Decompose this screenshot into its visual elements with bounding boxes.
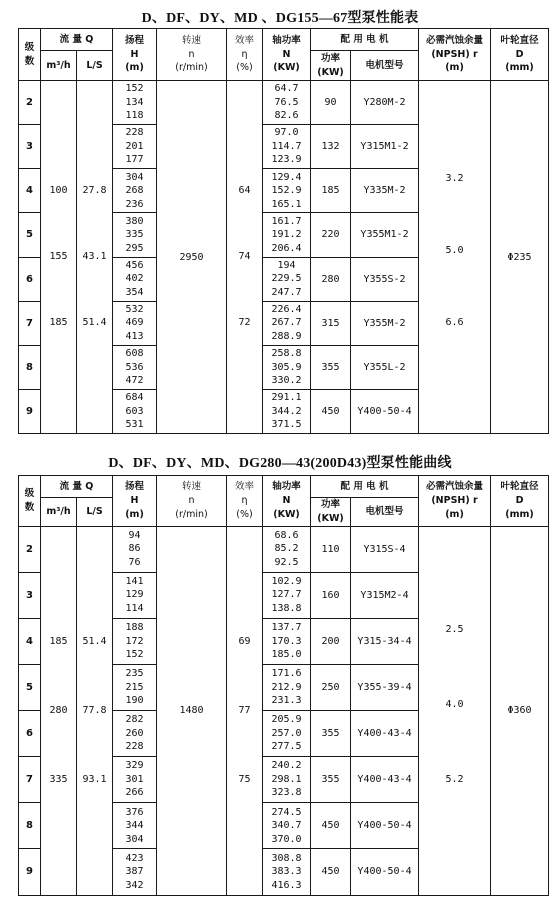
head-cell-value: 190 bbox=[125, 695, 144, 707]
flow-m3h-column bbox=[41, 526, 77, 895]
motor-model-cell: Y400-43-4 bbox=[351, 757, 419, 803]
performance-table-1 bbox=[18, 28, 549, 434]
motor-model-cell: Y355M-2 bbox=[351, 301, 419, 345]
flow-unit-m3h: m³/h bbox=[41, 498, 77, 527]
motor-model-cell: Y315-34-4 bbox=[351, 618, 419, 664]
npsh-column bbox=[419, 81, 491, 434]
head-cell-value: 94 bbox=[128, 529, 141, 541]
stage-header: 级 数 bbox=[19, 29, 41, 81]
head-header: 扬程 H (m) bbox=[113, 29, 157, 81]
shaft-power-cell bbox=[263, 757, 311, 803]
motor-header: 配 用 电 机 bbox=[311, 476, 419, 498]
head-cell-value: 329 bbox=[125, 760, 144, 772]
npsh-value: 2.5 bbox=[445, 623, 464, 635]
head-cell-values bbox=[113, 621, 156, 662]
stage-cell: 5 bbox=[19, 213, 41, 257]
head-cell-value: 172 bbox=[125, 635, 144, 647]
shaft-power-cell-value: 138.8 bbox=[271, 602, 302, 614]
head-cell-values bbox=[113, 215, 156, 256]
shaft-power-cell-value: 257.0 bbox=[271, 727, 302, 739]
head-cell-value: 152 bbox=[125, 83, 144, 95]
motor-model-cell: Y315M1-2 bbox=[351, 125, 419, 169]
head-cell-value: 282 bbox=[125, 714, 144, 726]
head-cell-value: 423 bbox=[125, 852, 144, 864]
shaft-power-cell-value: 344.2 bbox=[271, 405, 302, 417]
shaft-power-cell-value: 305.9 bbox=[271, 361, 302, 373]
npsh-value: 3.2 bbox=[445, 173, 464, 184]
motor-model-cell: Y400-50-4 bbox=[351, 849, 419, 895]
shaft-power-cell-value: 137.7 bbox=[271, 622, 302, 634]
head-cell bbox=[113, 757, 157, 803]
motor-power-cell: 450 bbox=[311, 389, 351, 433]
efficiency-column bbox=[227, 81, 263, 434]
npsh-value: 4.0 bbox=[445, 698, 464, 710]
head-cell-value: 118 bbox=[125, 110, 144, 122]
flow-header: 流 量 Q bbox=[41, 476, 113, 498]
head-cell bbox=[113, 389, 157, 433]
shaft-power-cell-value: 161.7 bbox=[271, 215, 302, 227]
head-cell-value: 536 bbox=[125, 361, 144, 373]
head-cell-value: 268 bbox=[125, 185, 144, 197]
flow-unit-m3h: m³/h bbox=[41, 51, 77, 81]
head-header: 扬程 H (m) bbox=[113, 476, 157, 527]
shaft-power-cell-values bbox=[263, 126, 310, 167]
shaft-power-cell-value: 229.5 bbox=[271, 273, 302, 285]
motor-power-header: 功率 (KW) bbox=[311, 51, 351, 81]
efficiency-header: 效率 η (%) bbox=[227, 29, 263, 81]
npsh-column-values bbox=[419, 527, 490, 895]
flow-m3h-column bbox=[41, 81, 77, 434]
motor-power-cell: 355 bbox=[311, 757, 351, 803]
shaft-power-cell-value: 170.3 bbox=[271, 635, 302, 647]
head-cell bbox=[113, 169, 157, 213]
impeller-diameter-cell: Φ235 bbox=[491, 81, 549, 434]
head-cell bbox=[113, 81, 157, 125]
head-cell bbox=[113, 711, 157, 757]
shaft-power-cell-values bbox=[263, 391, 310, 432]
head-cell-value: 608 bbox=[125, 348, 144, 360]
flow-unit-ls: L/S bbox=[77, 51, 113, 81]
head-cell-values bbox=[113, 852, 156, 893]
motor-model-cell: Y355L-2 bbox=[351, 345, 419, 389]
motor-header: 配 用 电 机 bbox=[311, 29, 419, 51]
head-cell-value: 413 bbox=[125, 330, 144, 342]
stage-cell: 3 bbox=[19, 125, 41, 169]
shaft-power-cell-value: 68.6 bbox=[274, 529, 299, 541]
flow-ls-value: 27.8 bbox=[82, 185, 107, 196]
flow-ls-column bbox=[77, 81, 113, 434]
motor-model-cell: Y315M2-4 bbox=[351, 572, 419, 618]
motor-power-cell: 90 bbox=[311, 81, 351, 125]
impeller-diameter-header: 叶轮直径 D (mm) bbox=[491, 29, 549, 81]
header-row bbox=[19, 476, 549, 498]
head-cell bbox=[113, 213, 157, 257]
head-cell bbox=[113, 849, 157, 895]
head-cell bbox=[113, 301, 157, 345]
shaft-power-cell-value: 152.9 bbox=[271, 185, 302, 197]
flow-m3h-value: 185 bbox=[49, 317, 68, 328]
shaft-power-cell bbox=[263, 572, 311, 618]
shaft-power-cell-value: 370.0 bbox=[271, 833, 302, 845]
flow-m3h-value: 335 bbox=[49, 773, 68, 785]
npsh-value: 5.0 bbox=[445, 245, 464, 256]
head-cell-values bbox=[113, 347, 156, 388]
shaft-power-cell bbox=[263, 711, 311, 757]
motor-model-cell: Y400-43-4 bbox=[351, 711, 419, 757]
head-cell-value: 114 bbox=[125, 602, 144, 614]
head-cell-values bbox=[113, 806, 156, 847]
shaft-power-cell-values bbox=[263, 171, 310, 212]
flow-m3h-value: 280 bbox=[49, 704, 68, 716]
efficiency-value: 72 bbox=[238, 317, 251, 328]
shaft-power-cell-value: 308.8 bbox=[271, 852, 302, 864]
head-cell-value: 354 bbox=[125, 286, 144, 298]
flow-ls-column-values bbox=[77, 527, 112, 895]
flow-ls-column-values bbox=[77, 81, 112, 433]
motor-power-cell: 160 bbox=[311, 572, 351, 618]
head-cell-value: 228 bbox=[125, 741, 144, 753]
flow-m3h-column-values bbox=[41, 527, 76, 895]
shaft-power-header: 轴功率 N (KW) bbox=[263, 29, 311, 81]
head-cell-value: 684 bbox=[125, 392, 144, 404]
shaft-power-cell-value: 85.2 bbox=[274, 543, 299, 555]
table-row bbox=[19, 526, 549, 572]
stage-cell: 7 bbox=[19, 301, 41, 345]
shaft-power-cell-value: 383.3 bbox=[271, 866, 302, 878]
head-cell bbox=[113, 664, 157, 710]
shaft-power-cell-values bbox=[263, 621, 310, 662]
motor-model-cell: Y355-39-4 bbox=[351, 664, 419, 710]
shaft-power-cell-value: 194 bbox=[277, 259, 296, 271]
shaft-power-cell bbox=[263, 345, 311, 389]
head-cell-value: 342 bbox=[125, 879, 144, 891]
head-cell-value: 472 bbox=[125, 375, 144, 387]
shaft-power-cell-values bbox=[263, 347, 310, 388]
head-cell-value: 456 bbox=[125, 259, 144, 271]
efficiency-value: 64 bbox=[238, 185, 251, 196]
head-cell-values bbox=[113, 82, 156, 123]
motor-model-cell: Y355S-2 bbox=[351, 257, 419, 301]
flow-ls-value: 51.4 bbox=[82, 635, 107, 647]
head-cell-value: 295 bbox=[125, 242, 144, 254]
shaft-power-cell-value: 274.5 bbox=[271, 806, 302, 818]
shaft-power-cell-values bbox=[263, 259, 310, 300]
npsh-value: 6.6 bbox=[445, 317, 464, 328]
flow-m3h-value: 185 bbox=[49, 635, 68, 647]
motor-model-cell: Y400-50-4 bbox=[351, 803, 419, 849]
shaft-power-cell bbox=[263, 169, 311, 213]
head-cell bbox=[113, 803, 157, 849]
stage-cell: 7 bbox=[19, 757, 41, 803]
npsh-column-values bbox=[419, 81, 490, 433]
stage-header: 级 数 bbox=[19, 476, 41, 527]
shaft-power-cell-values bbox=[263, 575, 310, 616]
motor-model-cell: Y280M-2 bbox=[351, 81, 419, 125]
shaft-power-cell-value: 171.6 bbox=[271, 668, 302, 680]
head-cell-value: 335 bbox=[125, 229, 144, 241]
shaft-power-cell-value: 205.9 bbox=[271, 714, 302, 726]
stage-cell: 5 bbox=[19, 664, 41, 710]
head-cell-value: 301 bbox=[125, 773, 144, 785]
head-cell-value: 188 bbox=[125, 622, 144, 634]
flow-ls-value: 77.8 bbox=[82, 704, 107, 716]
header-row bbox=[19, 29, 549, 51]
head-cell bbox=[113, 125, 157, 169]
motor-power-cell: 355 bbox=[311, 711, 351, 757]
shaft-power-cell-value: 330.2 bbox=[271, 375, 302, 387]
shaft-power-cell-value: 240.2 bbox=[271, 760, 302, 772]
shaft-power-cell-value: 129.4 bbox=[271, 171, 302, 183]
motor-power-cell: 280 bbox=[311, 257, 351, 301]
head-cell-value: 236 bbox=[125, 198, 144, 210]
impeller-diameter-header: 叶轮直径 D (mm) bbox=[491, 476, 549, 527]
npsh-value: 5.2 bbox=[445, 773, 464, 785]
head-cell-value: 215 bbox=[125, 681, 144, 693]
motor-model-cell: Y335M-2 bbox=[351, 169, 419, 213]
shaft-power-cell bbox=[263, 389, 311, 433]
shaft-power-cell-value: 185.0 bbox=[271, 649, 302, 661]
head-cell-value: 266 bbox=[125, 787, 144, 799]
flow-unit-ls: L/S bbox=[77, 498, 113, 527]
shaft-power-cell bbox=[263, 257, 311, 301]
shaft-power-cell-value: 371.5 bbox=[271, 419, 302, 431]
shaft-power-cell-value: 231.3 bbox=[271, 695, 302, 707]
shaft-power-cell-value: 323.8 bbox=[271, 787, 302, 799]
head-cell-value: 402 bbox=[125, 273, 144, 285]
motor-model-cell: Y400-50-4 bbox=[351, 389, 419, 433]
shaft-power-cell-value: 127.7 bbox=[271, 589, 302, 601]
shaft-power-cell-value: 212.9 bbox=[271, 681, 302, 693]
head-cell-value: 376 bbox=[125, 806, 144, 818]
stage-cell: 9 bbox=[19, 849, 41, 895]
motor-power-cell: 250 bbox=[311, 664, 351, 710]
impeller-diameter-cell: Φ360 bbox=[491, 526, 549, 895]
npsh-header: 必需汽蚀余量 (NPSH) r (m) bbox=[419, 476, 491, 527]
shaft-power-cell bbox=[263, 81, 311, 125]
shaft-power-cell-value: 64.7 bbox=[274, 83, 299, 95]
shaft-power-cell-value: 291.1 bbox=[271, 392, 302, 404]
head-cell bbox=[113, 257, 157, 301]
head-cell-value: 304 bbox=[125, 833, 144, 845]
shaft-power-cell-value: 226.4 bbox=[271, 303, 302, 315]
flow-m3h-column-values bbox=[41, 81, 76, 433]
npsh-column bbox=[419, 526, 491, 895]
motor-model-cell: Y315S-4 bbox=[351, 526, 419, 572]
head-cell-values bbox=[113, 391, 156, 432]
shaft-power-cell-values bbox=[263, 759, 310, 800]
efficiency-value: 75 bbox=[238, 773, 251, 785]
stage-cell: 2 bbox=[19, 526, 41, 572]
flow-header: 流 量 Q bbox=[41, 29, 113, 51]
motor-power-cell: 220 bbox=[311, 213, 351, 257]
head-cell-values bbox=[113, 759, 156, 800]
motor-power-cell: 355 bbox=[311, 345, 351, 389]
shaft-power-cell-value: 298.1 bbox=[271, 773, 302, 785]
motor-power-cell: 450 bbox=[311, 803, 351, 849]
head-cell-value: 86 bbox=[128, 543, 141, 555]
motor-power-cell: 185 bbox=[311, 169, 351, 213]
efficiency-column-values bbox=[227, 81, 262, 433]
shaft-power-cell bbox=[263, 526, 311, 572]
head-cell-values bbox=[113, 171, 156, 212]
motor-model-header: 电机型号 bbox=[351, 498, 419, 527]
table2-title: D、DF、DY、MD、DG280—43(200D43)型泵性能曲线 bbox=[108, 456, 452, 471]
speed-cell: 2950 bbox=[157, 81, 227, 434]
shaft-power-cell-value: 267.7 bbox=[271, 317, 302, 329]
shaft-power-cell-values bbox=[263, 303, 310, 344]
head-cell-value: 344 bbox=[125, 820, 144, 832]
head-cell bbox=[113, 526, 157, 572]
motor-power-cell: 110 bbox=[311, 526, 351, 572]
motor-power-cell: 315 bbox=[311, 301, 351, 345]
head-cell-values bbox=[113, 259, 156, 300]
speed-header: 转速 n (r/min) bbox=[157, 29, 227, 81]
shaft-power-cell-values bbox=[263, 529, 310, 570]
head-cell-value: 603 bbox=[125, 405, 144, 417]
motor-power-header: 功率 (KW) bbox=[311, 498, 351, 527]
shaft-power-cell-value: 92.5 bbox=[274, 556, 299, 568]
performance-table-2 bbox=[18, 475, 549, 896]
shaft-power-cell-values bbox=[263, 713, 310, 754]
flow-ls-value: 93.1 bbox=[82, 773, 107, 785]
head-cell-values bbox=[113, 126, 156, 167]
head-cell-value: 469 bbox=[125, 317, 144, 329]
head-cell bbox=[113, 572, 157, 618]
head-cell-values bbox=[113, 575, 156, 616]
shaft-power-cell-value: 247.7 bbox=[271, 286, 302, 298]
shaft-power-cell-values bbox=[263, 852, 310, 893]
shaft-power-cell-value: 82.6 bbox=[274, 110, 299, 122]
head-cell-value: 134 bbox=[125, 96, 144, 108]
shaft-power-cell-values bbox=[263, 806, 310, 847]
head-cell-values bbox=[113, 667, 156, 708]
head-cell-value: 387 bbox=[125, 866, 144, 878]
motor-power-cell: 450 bbox=[311, 849, 351, 895]
stage-cell: 6 bbox=[19, 257, 41, 301]
shaft-power-cell bbox=[263, 125, 311, 169]
stage-cell: 6 bbox=[19, 711, 41, 757]
head-cell-values bbox=[113, 303, 156, 344]
efficiency-header: 效率 η (%) bbox=[227, 476, 263, 527]
stage-cell: 8 bbox=[19, 803, 41, 849]
shaft-power-cell bbox=[263, 803, 311, 849]
flow-ls-column bbox=[77, 526, 113, 895]
head-cell-value: 380 bbox=[125, 215, 144, 227]
flow-ls-value: 51.4 bbox=[82, 317, 107, 328]
shaft-power-cell-value: 258.8 bbox=[271, 348, 302, 360]
head-cell-value: 129 bbox=[125, 589, 144, 601]
flow-ls-value: 43.1 bbox=[82, 251, 107, 262]
shaft-power-cell-values bbox=[263, 667, 310, 708]
efficiency-column-values bbox=[227, 527, 262, 895]
head-cell-values bbox=[113, 529, 156, 570]
head-cell-value: 201 bbox=[125, 140, 144, 152]
head-cell-value: 141 bbox=[125, 575, 144, 587]
speed-cell: 1480 bbox=[157, 526, 227, 895]
shaft-power-cell-value: 340.7 bbox=[271, 820, 302, 832]
shaft-power-cell-value: 76.5 bbox=[274, 96, 299, 108]
head-cell-value: 260 bbox=[125, 727, 144, 739]
stage-cell: 8 bbox=[19, 345, 41, 389]
shaft-power-cell-value: 416.3 bbox=[271, 879, 302, 891]
motor-power-cell: 132 bbox=[311, 125, 351, 169]
stage-cell: 9 bbox=[19, 389, 41, 433]
motor-power-cell: 200 bbox=[311, 618, 351, 664]
motor-model-cell: Y355M1-2 bbox=[351, 213, 419, 257]
shaft-power-cell-values bbox=[263, 215, 310, 256]
shaft-power-cell-value: 165.1 bbox=[271, 198, 302, 210]
stage-cell: 4 bbox=[19, 618, 41, 664]
shaft-power-cell-value: 288.9 bbox=[271, 330, 302, 342]
shaft-power-cell-value: 206.4 bbox=[271, 242, 302, 254]
shaft-power-cell-value: 114.7 bbox=[271, 140, 302, 152]
shaft-power-cell-value: 123.9 bbox=[271, 154, 302, 166]
shaft-power-cell-value: 191.2 bbox=[271, 229, 302, 241]
head-cell bbox=[113, 345, 157, 389]
head-cell-value: 531 bbox=[125, 419, 144, 431]
head-cell-value: 235 bbox=[125, 668, 144, 680]
speed-header: 转速 n (r/min) bbox=[157, 476, 227, 527]
npsh-header: 必需汽蚀余量 (NPSH) r (m) bbox=[419, 29, 491, 81]
head-cell-value: 177 bbox=[125, 154, 144, 166]
flow-m3h-value: 155 bbox=[49, 251, 68, 262]
shaft-power-cell-value: 97.0 bbox=[274, 127, 299, 139]
head-cell-value: 304 bbox=[125, 171, 144, 183]
stage-cell: 2 bbox=[19, 81, 41, 125]
table1-title: D、DF、DY、MD 、DG155—67型泵性能表 bbox=[141, 11, 419, 26]
shaft-power-cell bbox=[263, 664, 311, 710]
head-cell bbox=[113, 618, 157, 664]
shaft-power-cell bbox=[263, 213, 311, 257]
shaft-power-header: 轴功率 N (KW) bbox=[263, 476, 311, 527]
efficiency-column bbox=[227, 526, 263, 895]
motor-model-header: 电机型号 bbox=[351, 51, 419, 81]
efficiency-value: 77 bbox=[238, 704, 251, 716]
head-cell-values bbox=[113, 713, 156, 754]
shaft-power-cell-values bbox=[263, 82, 310, 123]
stage-cell: 3 bbox=[19, 572, 41, 618]
efficiency-value: 74 bbox=[238, 251, 251, 262]
flow-m3h-value: 100 bbox=[49, 185, 68, 196]
shaft-power-cell bbox=[263, 849, 311, 895]
shaft-power-cell-value: 102.9 bbox=[271, 575, 302, 587]
efficiency-value: 69 bbox=[238, 635, 251, 647]
head-cell-value: 76 bbox=[128, 556, 141, 568]
head-cell-value: 532 bbox=[125, 303, 144, 315]
shaft-power-cell-value: 277.5 bbox=[271, 741, 302, 753]
head-cell-value: 152 bbox=[125, 649, 144, 661]
head-cell-value: 228 bbox=[125, 127, 144, 139]
table-row bbox=[19, 81, 549, 125]
stage-cell: 4 bbox=[19, 169, 41, 213]
shaft-power-cell bbox=[263, 301, 311, 345]
shaft-power-cell bbox=[263, 618, 311, 664]
